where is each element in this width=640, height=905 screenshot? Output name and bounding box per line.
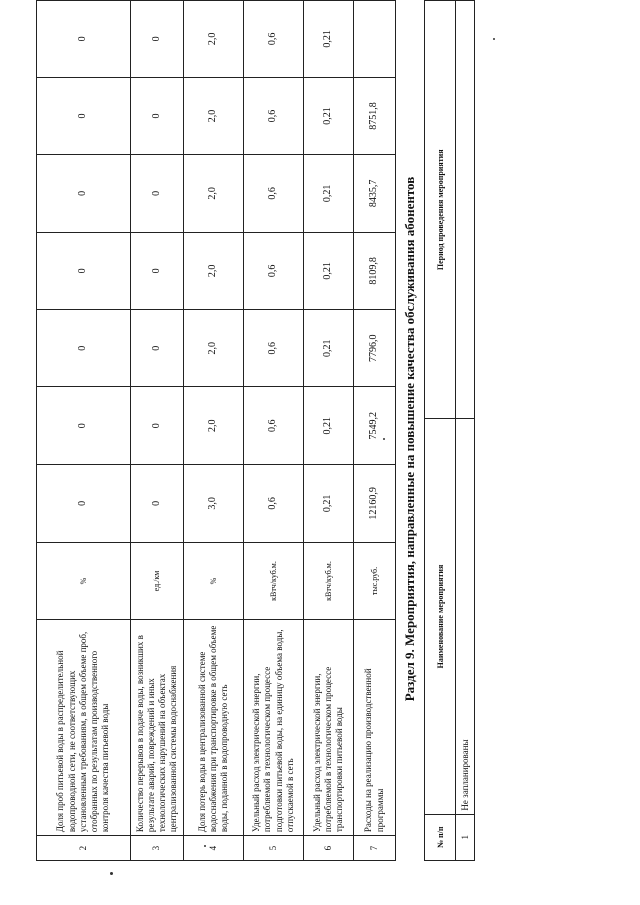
indicator-value: 0 bbox=[131, 1, 184, 78]
indicator-value: 8751,8 bbox=[354, 77, 396, 154]
indicator-value: 0,6 bbox=[244, 77, 304, 154]
indicator-value: 0 bbox=[37, 464, 131, 542]
indicator-value: 0,6 bbox=[244, 1, 304, 78]
indicator-name: Удельный расход электрической энергии, потребляемой в технологическом процессе подготовки питьевой воды, на единицу объема воды, отпускаемой в сеть bbox=[244, 620, 304, 836]
indicator-unit: % bbox=[37, 542, 131, 620]
indicator-num: 7 bbox=[354, 836, 396, 861]
indicator-value: 0 bbox=[37, 77, 131, 154]
indicator-unit: % bbox=[184, 542, 244, 620]
indicator-value: 8435,7 bbox=[354, 155, 396, 232]
indicator-value: 0,6 bbox=[244, 387, 304, 464]
indicator-value: 0,6 bbox=[244, 464, 304, 542]
indicator-num: 6 bbox=[304, 836, 354, 861]
plan-row bbox=[456, 1, 475, 861]
indicator-value: 0 bbox=[37, 387, 131, 464]
plan-row-period bbox=[456, 1, 475, 420]
indicator-value: 0,6 bbox=[244, 310, 304, 387]
indicator-value: 0 bbox=[37, 1, 131, 78]
indicator-value: 0 bbox=[37, 310, 131, 387]
plan-header-num: № п/п bbox=[425, 814, 456, 860]
indicator-value: 0,21 bbox=[304, 464, 354, 542]
indicator-value: 2,0 bbox=[184, 1, 244, 78]
indicator-value: 0 bbox=[131, 464, 184, 542]
indicator-name: Доля потерь воды в централизованной системе водоснабжения при транспортировке в общем объеме воды, поданной в водопроводную сеть bbox=[184, 620, 244, 836]
indicator-unit: кВтч/куб.м. bbox=[244, 542, 304, 620]
indicator-value: 3,0 bbox=[184, 464, 244, 542]
indicator-value: 0 bbox=[37, 155, 131, 232]
indicator-num: 3 bbox=[131, 836, 184, 861]
indicator-value: 0,6 bbox=[244, 155, 304, 232]
indicator-name: Расходы на реализацию производственной программы bbox=[354, 620, 396, 836]
indicator-value: 2,0 bbox=[184, 310, 244, 387]
plan-table bbox=[424, 0, 475, 861]
indicator-row bbox=[131, 1, 184, 861]
indicator-unit: ед./км bbox=[131, 542, 184, 620]
indicator-num: 2 bbox=[37, 836, 131, 861]
indicator-unit: тыс.руб. bbox=[354, 542, 396, 620]
indicator-value: 0 bbox=[37, 232, 131, 309]
indicator-value-empty bbox=[354, 1, 396, 78]
plan-header-period: Период проведения мероприятия bbox=[425, 1, 456, 420]
indicators-table bbox=[36, 0, 396, 861]
indicator-value: 0,21 bbox=[304, 1, 354, 78]
indicator-value: 0,21 bbox=[304, 77, 354, 154]
plan-row-name: Не запланированы bbox=[456, 419, 475, 814]
section-title: Раздел 9. Мероприятия, направленные на повышение качества обслуживания абонентов bbox=[402, 176, 417, 702]
indicator-row bbox=[354, 1, 396, 861]
indicator-value: 7549,2 bbox=[354, 387, 396, 464]
indicator-value: 2,0 bbox=[184, 77, 244, 154]
indicator-name: Удельный расход электрической энергии, потребляемой в технологическом процессе транспортировки питьевой воды bbox=[304, 620, 354, 836]
indicator-value: 8109,8 bbox=[354, 232, 396, 309]
indicator-value: 2,0 bbox=[184, 387, 244, 464]
scan-speck bbox=[204, 845, 206, 847]
indicator-value: 7796,0 bbox=[354, 310, 396, 387]
scan-speck bbox=[110, 872, 113, 875]
indicator-value: 0,6 bbox=[244, 232, 304, 309]
indicator-num: 5 bbox=[244, 836, 304, 861]
plan-header-row bbox=[425, 1, 456, 861]
indicator-value: 2,0 bbox=[184, 155, 244, 232]
scan-speck bbox=[493, 38, 495, 40]
indicator-value: 0,21 bbox=[304, 387, 354, 464]
indicator-value: 2,0 bbox=[184, 232, 244, 309]
indicator-value: 0 bbox=[131, 232, 184, 309]
indicator-value: 0 bbox=[131, 387, 184, 464]
indicator-value: 0 bbox=[131, 77, 184, 154]
indicator-row bbox=[37, 1, 131, 861]
plan-header-name: Наименование мероприятия bbox=[425, 419, 456, 814]
indicator-value: 12160,9 bbox=[354, 464, 396, 542]
indicator-row bbox=[304, 1, 354, 861]
plan-row-num: 1 bbox=[456, 814, 475, 860]
indicator-row bbox=[184, 1, 244, 861]
indicator-value: 0,21 bbox=[304, 310, 354, 387]
indicator-value: 0,21 bbox=[304, 155, 354, 232]
indicator-num: 4 bbox=[184, 836, 244, 861]
indicator-name: Количество перерывов в подаче воды, возникших в результате аварий, повреждений и иных технологических нарушений на объектах централизованной системы водоснабжения bbox=[131, 620, 184, 836]
indicator-row bbox=[244, 1, 304, 861]
indicator-value: 0 bbox=[131, 310, 184, 387]
indicator-value: 0,21 bbox=[304, 232, 354, 309]
indicator-value: 0 bbox=[131, 155, 184, 232]
indicator-name: Доля проб питьевой воды в распределительной водопроводной сети, не соответствующих установленным требованиям, в общем объеме проб, отобранных по результатам производственного контроля качества питьевой воды bbox=[37, 620, 131, 836]
scan-speck bbox=[383, 438, 385, 440]
indicator-unit: кВтч/куб.м. bbox=[304, 542, 354, 620]
